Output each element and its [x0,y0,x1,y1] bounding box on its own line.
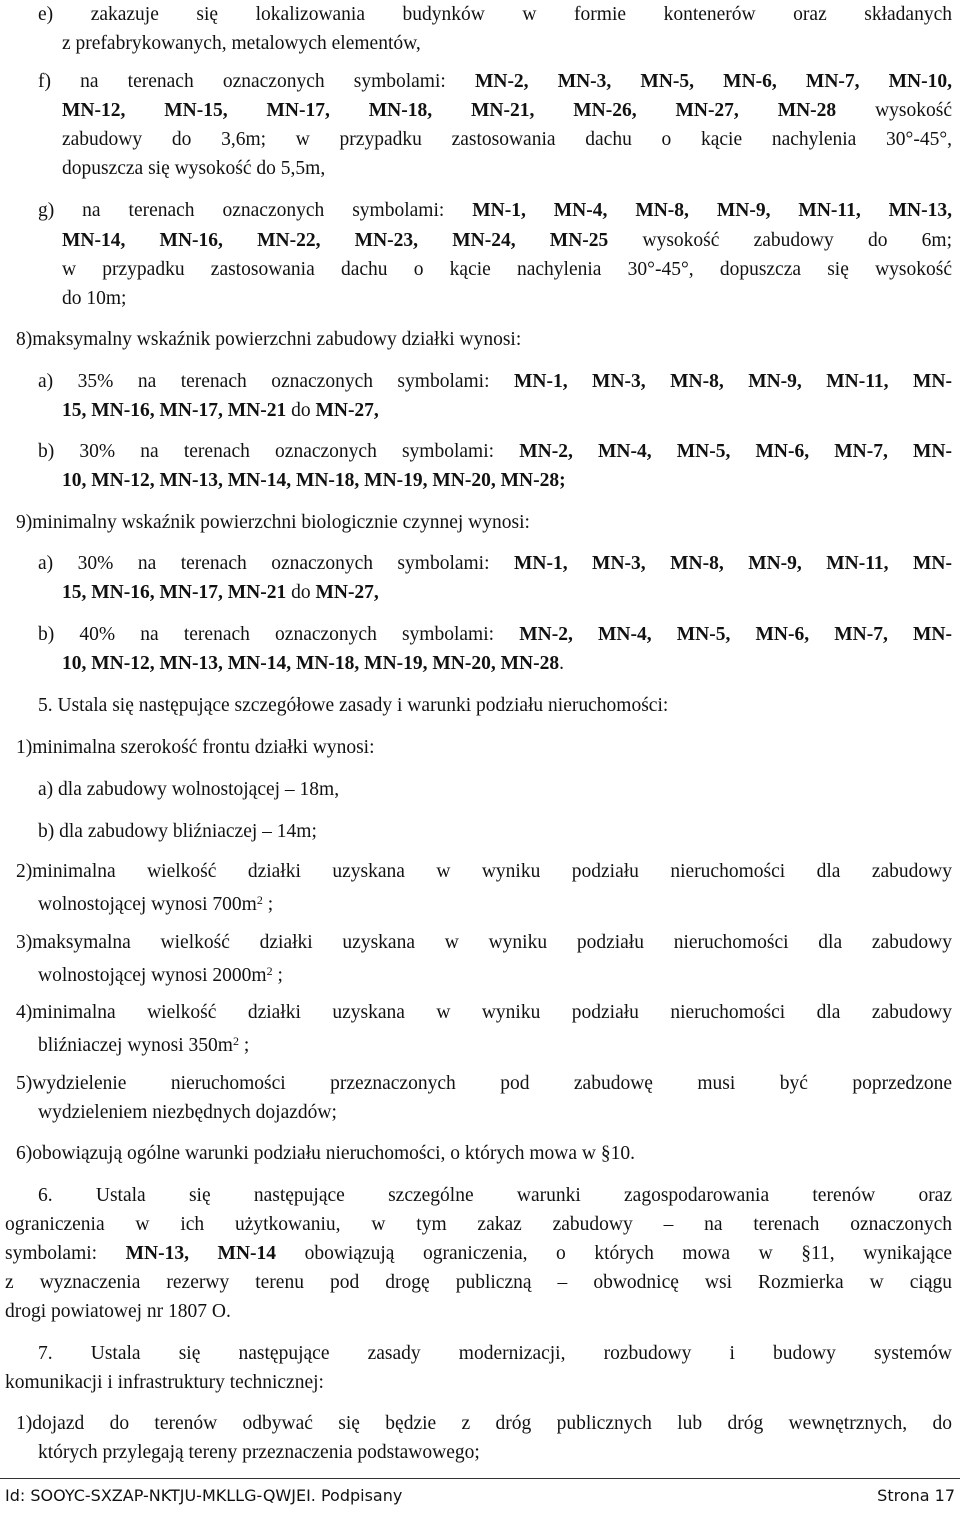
point-9a-line-2: 15, MN-16, MN-17, MN-21 do MN-27, [62,582,379,603]
section-5-point-2-line-2: wolnostojącej wynosi $700m^2$ ; [38,893,274,915]
item-f-line-3: zabudowy do 3,6m; w przypadku zastosowania dachu o kącie nachylenia 30°-45°, [62,129,952,150]
section-5-point-5-line-2: wydzieleniem niezbędnych dojazdów; [38,1102,337,1123]
item-g-line-3: w przypadku zastosowania dachu o kącie nachylenia 30°-45°, dopuszcza się wysokość [62,259,952,280]
document-id: Id: SOOYC-SXZAP-NKTJU-MKLLG-QWJEI. Podpisany [5,1486,403,1505]
section-5-point-3-line-1: 3)maksymalna wielkość działki uzyskana w wyniku podziału nieruchomości dla zabudowy [16,932,952,953]
point-9b-line-2: 10, MN-12, MN-13, MN-14, MN-18, MN-19, MN-20, MN-28. [62,653,564,674]
section-6-line-2: ograniczenia w ich użytkowaniu, w tym zakaz zabudowy – na terenach oznaczonych [5,1214,952,1235]
item-f-line-1: f) na terenach oznaczonych symbolami: MN-2, MN-3, MN-5, MN-6, MN-7, MN-10, [38,71,953,92]
section-5-heading: 5. Ustala się następujące szczegółowe zasady i warunki podziału nieruchomości: [38,695,669,716]
section-6-line-3: symbolami: MN-13, MN-14 obowiązują ograniczenia, o których mowa w §11, wynikające [5,1243,952,1264]
point-8-heading: 8)maksymalny wskaźnik powierzchni zabudowy działki wynosi: [16,329,522,350]
footer-divider [0,1478,960,1479]
section-6-line-1: 6. Ustala się następujące szczególne warunki zagospodarowania terenów oraz [38,1185,952,1206]
section-5-point-1a: a) dla zabudowy wolnostojącej – 18m, [38,779,340,800]
page-number: Strona 17 [877,1486,955,1505]
item-g-line-1: g) na terenach oznaczonych symbolami: MN-1, MN-4, MN-8, MN-9, MN-11, MN-13, [38,200,952,221]
section-5-point-6: 6)obowiązują ogólne warunki podziału nieruchomości, o których mowa w §10. [16,1143,635,1164]
section-5-point-3-line-2: wolnostojącej wynosi $2000m^2$ ; [38,964,283,986]
point-9b-line-1: b) 40% na terenach oznaczonych symbolami: MN-2, MN-4, MN-5, MN-6, MN-7, MN- [38,624,953,645]
item-g-line-4: do 10m; [62,288,127,309]
section-5-point-5-line-1: 5)wydzielenie nieruchomości przeznaczonych pod zabudowę musi być poprzedzone [16,1073,952,1094]
section-7-point-1-line-2: których przylegają tereny przeznaczenia podstawowego; [38,1442,480,1463]
item-e-line-2: z prefabrykowanych, metalowych elementów, [62,33,421,54]
item-f-line-4: dopuszcza się wysokość do 5,5m, [62,158,326,179]
item-g-line-2: MN-14, MN-16, MN-22, MN-23, MN-24, MN-25 wysokość zabudowy do 6m; [62,230,952,251]
point-8b-line-2: 10, MN-12, MN-13, MN-14, MN-18, MN-19, MN-20, MN-28; [62,470,566,491]
page-footer [5,1486,955,1510]
section-7-line-2: komunikacji i infrastruktury technicznej: [5,1372,324,1393]
section-5-point-1b: b) dla zabudowy bliźniaczej – 14m; [38,821,317,842]
item-f-line-2: MN-12, MN-15, MN-17, MN-18, MN-21, MN-26, MN-27, MN-28 wysokość [62,100,952,121]
point-8a-line-2: 15, MN-16, MN-17, MN-21 do MN-27, [62,400,379,421]
section-7-point-1-line-1: 1)dojazd do terenów odbywać się będzie z dróg publicznych lub dróg wewnętrznych, do [16,1413,952,1434]
section-6-line-5: drogi powiatowej nr 1807 O. [5,1301,231,1322]
item-e-line-1: e) zakazuje się lokalizowania budynków w formie kontenerów oraz składanych [38,4,952,25]
section-7-line-1: 7. Ustala się następujące zasady modernizacji, rozbudowy i budowy systemów [38,1343,952,1364]
section-5-point-4-line-1: 4)minimalna wielkość działki uzyskana w wyniku podziału nieruchomości dla zabudowy [16,1002,952,1023]
section-5-point-4-line-2: bliźniaczej wynosi $350m^2$ ; [38,1034,250,1056]
point-9a-line-1: a) 30% na terenach oznaczonych symbolami: MN-1, MN-3, MN-8, MN-9, MN-11, MN- [38,553,952,574]
section-5-point-2-line-1: 2)minimalna wielkość działki uzyskana w wyniku podziału nieruchomości dla zabudowy [16,861,952,882]
point-9-heading: 9)minimalny wskaźnik powierzchni biologicznie czynnej wynosi: [16,512,530,533]
point-8a-line-1: a) 35% na terenach oznaczonych symbolami: MN-1, MN-3, MN-8, MN-9, MN-11, MN- [38,371,952,392]
section-6-line-4: z wyznaczenia rezerwy terenu pod drogę publiczną – obwodnicę wsi Rozmierka w ciągu [5,1272,952,1293]
section-5-point-1: 1)minimalna szerokość frontu działki wynosi: [16,737,375,758]
point-8b-line-1: b) 30% na terenach oznaczonych symbolami: MN-2, MN-4, MN-5, MN-6, MN-7, MN- [38,441,953,462]
